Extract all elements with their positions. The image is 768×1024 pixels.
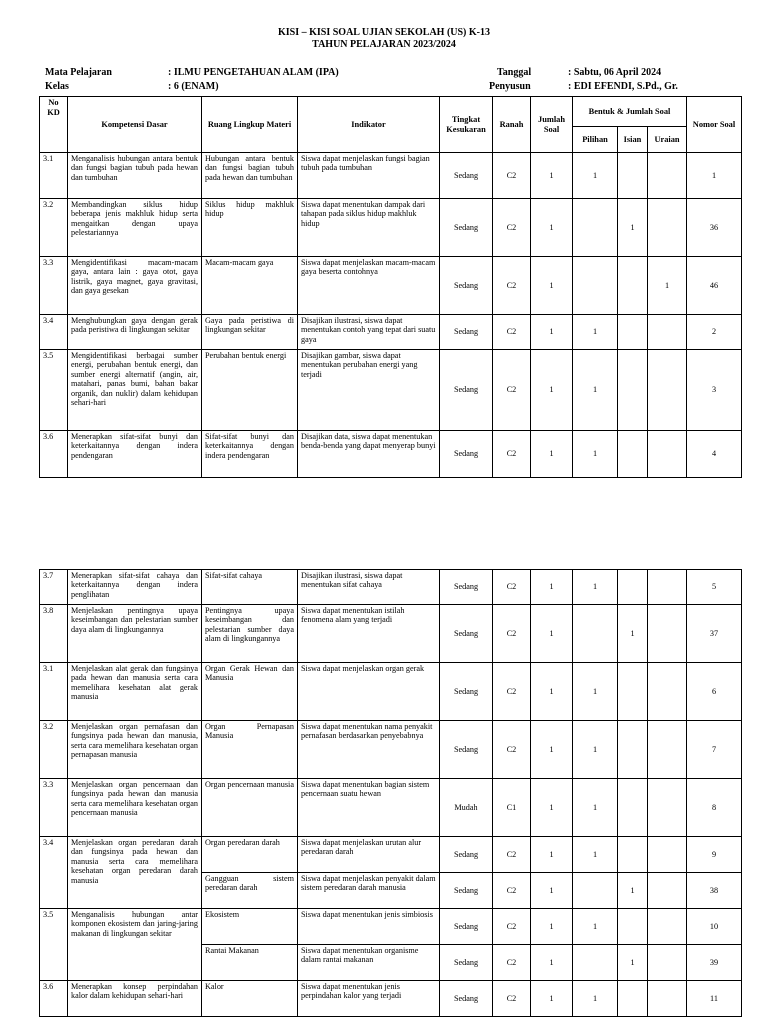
jumlah-cell: 1 [531, 570, 573, 605]
uraian-cell [648, 873, 687, 909]
uraian-cell [648, 663, 687, 721]
penyusun-label: Penyusun [489, 81, 531, 92]
header-pilihan: Pilihan [573, 127, 618, 153]
nomor-cell: 1 [687, 153, 742, 199]
uraian-cell [648, 981, 687, 1017]
uraian-cell [648, 431, 687, 478]
indikator: Siswa dapat menjelaskan penyakit dalam sistem peredaran darah manusia [298, 873, 440, 909]
kd-number: 3.1 [40, 663, 68, 721]
jumlah-cell: 1 [531, 605, 573, 663]
kompetensi-dasar: Menjelaskan organ peredaran darah dan fungsinya pada hewan dan manusia serta cara memelihara kesehatan organ peredaran darah manusia [68, 837, 202, 909]
ranah-cell: C2 [493, 257, 531, 315]
isian-cell [618, 779, 648, 837]
ranah-cell: C2 [493, 909, 531, 945]
ruang-lingkup: Pentingnya upaya keseimbangan dan pelestarian sumber daya alam di lingkungannya [202, 605, 298, 663]
kd-number: 3.8 [40, 605, 68, 663]
ruang-lingkup: Hubungan antara bentuk dan fungsi bagian tubuh pada hewan dan tumbuhan [202, 153, 298, 199]
kompetensi-dasar: Menjelaskan alat gerak dan fungsinya pada hewan dan manusia serta cara memelihara kesehatan alat gerak manusia [68, 663, 202, 721]
nomor-cell: 7 [687, 721, 742, 779]
indikator: Siswa dapat menentukan dampak dari tahapan pada siklus hidup makhluk hidup [298, 199, 440, 257]
table-row [40, 350, 742, 431]
kelas-value: : 6 (ENAM) [168, 81, 219, 92]
kompetensi-dasar: Menerapkan sifat-sifat cahaya dan keterkaitannya dengan indera penglihatan [68, 570, 202, 605]
kompetensi-dasar: Membandingkan siklus hidup beberapa jenis makhluk hidup serta mengaitkan dengan upaya pelestariannya [68, 199, 202, 257]
ranah-cell: C2 [493, 199, 531, 257]
kd-number: 3.6 [40, 431, 68, 478]
tanggal-value: : Sabtu, 06 April 2024 [568, 67, 662, 78]
ranah-cell: C2 [493, 981, 531, 1017]
ranah-cell: C2 [493, 873, 531, 909]
ruang-lingkup: Sifat-sifat bunyi dan keterkaitannya dengan indera pendengaran [202, 431, 298, 478]
ruang-lingkup: Gaya pada peristiwa di lingkungan sekitar [202, 315, 298, 350]
uraian-cell [648, 199, 687, 257]
kd-number: 3.4 [40, 837, 68, 909]
pilihan-cell: 1 [573, 981, 618, 1017]
tingkat-cell: Sedang [440, 257, 493, 315]
pilihan-cell [573, 873, 618, 909]
isian-cell [618, 350, 648, 431]
ruang-lingkup: Macam-macam gaya [202, 257, 298, 315]
table-row [40, 153, 742, 199]
mapel-label: Mata Pelajaran [45, 67, 112, 78]
table-row [40, 837, 742, 873]
pilihan-cell: 1 [573, 779, 618, 837]
pilihan-cell: 1 [573, 721, 618, 779]
ranah-cell: C2 [493, 837, 531, 873]
ruang-lingkup: Sifat-sifat cahaya [202, 570, 298, 605]
pilihan-cell [573, 257, 618, 315]
tingkat-cell: Sedang [440, 570, 493, 605]
isian-cell [618, 153, 648, 199]
tingkat-cell: Sedang [440, 945, 493, 981]
isian-cell [618, 721, 648, 779]
kisi-table-part-2 [39, 569, 742, 1017]
indikator: Disajikan ilustrasi, siswa dapat menentukan sifat cahaya [298, 570, 440, 605]
kisi-table-part-1 [39, 96, 742, 478]
table-row [40, 779, 742, 837]
uraian-cell [648, 721, 687, 779]
kompetensi-dasar: Menganalisis hubungan antara bentuk dan fungsi bagian tubuh pada hewan dan tumbuhan [68, 153, 202, 199]
ruang-lingkup: Gangguan sistem peredaran darah [202, 873, 298, 909]
kompetensi-dasar: Menjelaskan organ pencernaan dan fungsinya pada hewan dan manusia serta cara memelihara kesehatan organ pencernaan manusia [68, 779, 202, 837]
tingkat-cell: Sedang [440, 837, 493, 873]
tingkat-cell: Mudah [440, 779, 493, 837]
header-nomor: Nomor Soal [687, 97, 742, 153]
header-tingkat: Tingkat Kesukaran [440, 97, 493, 153]
ruang-lingkup: Organ peredaran darah [202, 837, 298, 873]
uraian-cell [648, 837, 687, 873]
ruang-lingkup: Siklus hidup makhluk hidup [202, 199, 298, 257]
kd-number: 3.3 [40, 257, 68, 315]
isian-cell [618, 909, 648, 945]
indikator: Siswa dapat menjelaskan urutan alur peredaran darah [298, 837, 440, 873]
kompetensi-dasar: Menjelaskan pentingnya upaya keseimbangan dan pelestarian sumber daya alam di lingkungannya [68, 605, 202, 663]
jumlah-cell: 1 [531, 153, 573, 199]
table-row [40, 199, 742, 257]
nomor-cell: 38 [687, 873, 742, 909]
tingkat-cell: Sedang [440, 315, 493, 350]
kelas-label: Kelas [45, 81, 69, 92]
isian-cell: 1 [618, 873, 648, 909]
tingkat-cell: Sedang [440, 605, 493, 663]
ranah-cell: C2 [493, 315, 531, 350]
table-row [40, 431, 742, 478]
indikator: Disajikan data, siswa dapat menentukan benda-benda yang dapat menyerap bunyi [298, 431, 440, 478]
tingkat-cell: Sedang [440, 663, 493, 721]
uraian-cell [648, 909, 687, 945]
pilihan-cell [573, 945, 618, 981]
kompetensi-dasar: Menjelaskan organ pernafasan dan fungsinya pada hewan dan manusia, serta cara memelihara kesehatan organ pernapasan manusia [68, 721, 202, 779]
nomor-cell: 2 [687, 315, 742, 350]
isian-cell [618, 837, 648, 873]
kd-number: 3.6 [40, 981, 68, 1017]
ranah-cell: C2 [493, 605, 531, 663]
kompetensi-dasar: Menerapkan sifat-sifat bunyi dan keterkaitannya dengan indera pendengaran [68, 431, 202, 478]
nomor-cell: 36 [687, 199, 742, 257]
jumlah-cell: 1 [531, 315, 573, 350]
table-row [40, 981, 742, 1017]
uraian-cell [648, 153, 687, 199]
pilihan-cell: 1 [573, 431, 618, 478]
indikator: Disajikan ilustrasi, siswa dapat menentukan contoh yang tepat dari suatu gaya [298, 315, 440, 350]
indikator: Siswa dapat menentukan nama penyakit pernafasan berdasarkan penyebabnya [298, 721, 440, 779]
table-row [40, 721, 742, 779]
jumlah-cell: 1 [531, 909, 573, 945]
pilihan-cell: 1 [573, 570, 618, 605]
document-title: KISI – KISI SOAL UJIAN SEKOLAH (US) K-13 [278, 27, 490, 38]
tingkat-cell: Sedang [440, 199, 493, 257]
ruang-lingkup: Kalor [202, 981, 298, 1017]
kompetensi-dasar: Menerapkan konsep perpindahan kalor dalam kehidupan sehari-hari [68, 981, 202, 1017]
isian-cell: 1 [618, 945, 648, 981]
jumlah-cell: 1 [531, 199, 573, 257]
tingkat-cell: Sedang [440, 431, 493, 478]
jumlah-cell: 1 [531, 945, 573, 981]
header-no-kd: No KD [40, 97, 68, 153]
uraian-cell [648, 779, 687, 837]
tanggal-label: Tanggal [497, 67, 532, 78]
header-kompetensi: Kompetensi Dasar [68, 97, 202, 153]
tingkat-cell: Sedang [440, 153, 493, 199]
nomor-cell: 9 [687, 837, 742, 873]
kompetensi-dasar: Menganalisis hubungan antar komponen ekosistem dan jaring-jaring makanan di lingkungan sekitar [68, 909, 202, 981]
tingkat-cell: Sedang [440, 981, 493, 1017]
tingkat-cell: Sedang [440, 909, 493, 945]
indikator: Siswa dapat menjelaskan fungsi bagian tubuh pada tumbuhan [298, 153, 440, 199]
kd-number: 3.5 [40, 909, 68, 981]
ruang-lingkup: Organ Pernapasan Manusia [202, 721, 298, 779]
pilihan-cell [573, 605, 618, 663]
jumlah-cell: 1 [531, 837, 573, 873]
isian-cell [618, 431, 648, 478]
kompetensi-dasar: Menghubungkan gaya dengan gerak pada peristiwa di lingkungan sekitar [68, 315, 202, 350]
ranah-cell: C1 [493, 779, 531, 837]
ranah-cell: C2 [493, 431, 531, 478]
ruang-lingkup: Ekosistem [202, 909, 298, 945]
kd-number: 3.1 [40, 153, 68, 199]
uraian-cell [648, 350, 687, 431]
isian-cell [618, 257, 648, 315]
mapel-value: : ILMU PENGETAHUAN ALAM (IPA) [168, 67, 339, 78]
nomor-cell: 37 [687, 605, 742, 663]
jumlah-cell: 1 [531, 431, 573, 478]
nomor-cell: 46 [687, 257, 742, 315]
kd-number: 3.2 [40, 199, 68, 257]
header-ranah: Ranah [493, 97, 531, 153]
isian-cell [618, 981, 648, 1017]
nomor-cell: 8 [687, 779, 742, 837]
jumlah-cell: 1 [531, 873, 573, 909]
ranah-cell: C2 [493, 721, 531, 779]
uraian-cell [648, 605, 687, 663]
nomor-cell: 39 [687, 945, 742, 981]
uraian-cell [648, 315, 687, 350]
indikator: Siswa dapat menentukan organisme dalam rantai makanan [298, 945, 440, 981]
indikator: Siswa dapat menentukan jenis perpindahan kalor yang terjadi [298, 981, 440, 1017]
jumlah-cell: 1 [531, 779, 573, 837]
nomor-cell: 5 [687, 570, 742, 605]
isian-cell [618, 315, 648, 350]
table-row [40, 315, 742, 350]
header-ruang-lingkup: Ruang Lingkup Materi [202, 97, 298, 153]
tingkat-cell: Sedang [440, 873, 493, 909]
jumlah-cell: 1 [531, 663, 573, 721]
tingkat-cell: Sedang [440, 350, 493, 431]
ruang-lingkup: Organ pencernaan manusia [202, 779, 298, 837]
ranah-cell: C2 [493, 570, 531, 605]
table-row [40, 605, 742, 663]
ranah-cell: C2 [493, 350, 531, 431]
nomor-cell: 4 [687, 431, 742, 478]
nomor-cell: 11 [687, 981, 742, 1017]
header-indikator: Indikator [298, 97, 440, 153]
pilihan-cell [573, 199, 618, 257]
pilihan-cell: 1 [573, 909, 618, 945]
nomor-cell: 6 [687, 663, 742, 721]
header-jumlah: Jumlah Soal [531, 97, 573, 153]
ruang-lingkup: Organ Gerak Hewan dan Manusia [202, 663, 298, 721]
nomor-cell: 3 [687, 350, 742, 431]
tingkat-cell: Sedang [440, 721, 493, 779]
isian-cell: 1 [618, 605, 648, 663]
table-row [40, 909, 742, 945]
isian-cell [618, 663, 648, 721]
indikator: Siswa dapat menjelaskan organ gerak [298, 663, 440, 721]
kd-number: 3.4 [40, 315, 68, 350]
table-row [40, 663, 742, 721]
ranah-cell: C2 [493, 663, 531, 721]
kd-number: 3.2 [40, 721, 68, 779]
isian-cell: 1 [618, 199, 648, 257]
table-row [40, 257, 742, 315]
isian-cell [618, 570, 648, 605]
pilihan-cell: 1 [573, 837, 618, 873]
pilihan-cell: 1 [573, 663, 618, 721]
header-isian: Isian [618, 127, 648, 153]
kd-number: 3.5 [40, 350, 68, 431]
header-bentuk: Bentuk & Jumlah Soal [573, 97, 687, 127]
document-subtitle: TAHUN PELAJARAN 2023/2024 [312, 39, 456, 50]
kd-number: 3.7 [40, 570, 68, 605]
indikator: Siswa dapat menentukan bagian sistem pencernaan suatu hewan [298, 779, 440, 837]
jumlah-cell: 1 [531, 981, 573, 1017]
jumlah-cell: 1 [531, 721, 573, 779]
header-uraian: Uraian [648, 127, 687, 153]
indikator: Disajikan gambar, siswa dapat menentukan perubahan energi yang terjadi [298, 350, 440, 431]
indikator: Siswa dapat menentukan istilah fenomena alam yang terjadi [298, 605, 440, 663]
uraian-cell [648, 570, 687, 605]
jumlah-cell: 1 [531, 350, 573, 431]
ranah-cell: C2 [493, 945, 531, 981]
indikator: Siswa dapat menentukan jenis simbiosis [298, 909, 440, 945]
ruang-lingkup: Rantai Makanan [202, 945, 298, 981]
uraian-cell [648, 945, 687, 981]
pilihan-cell: 1 [573, 153, 618, 199]
table-row [40, 570, 742, 605]
ruang-lingkup: Perubahan bentuk energi [202, 350, 298, 431]
pilihan-cell: 1 [573, 350, 618, 431]
jumlah-cell: 1 [531, 257, 573, 315]
uraian-cell: 1 [648, 257, 687, 315]
pilihan-cell: 1 [573, 315, 618, 350]
penyusun-value: : EDI EFENDI, S.Pd., Gr. [568, 81, 678, 92]
ranah-cell: C2 [493, 153, 531, 199]
kd-number: 3.3 [40, 779, 68, 837]
kompetensi-dasar: Mengidentifikasi berbagai sumber energi, perubahan bentuk energi, dan sumber energi alternatif (angin, air, matahari, panas bumi, bahan bakar organik, dan nuklir) dalam kehidupan sehari-hari [68, 350, 202, 431]
kompetensi-dasar: Mengidentifikasi macam-macam gaya, antara lain : gaya otot, gaya listrik, gaya magnet, gaya gravitasi, dan gaya gesekan [68, 257, 202, 315]
indikator: Siswa dapat menjelaskan macam-macam gaya beserta contohnya [298, 257, 440, 315]
nomor-cell: 10 [687, 909, 742, 945]
